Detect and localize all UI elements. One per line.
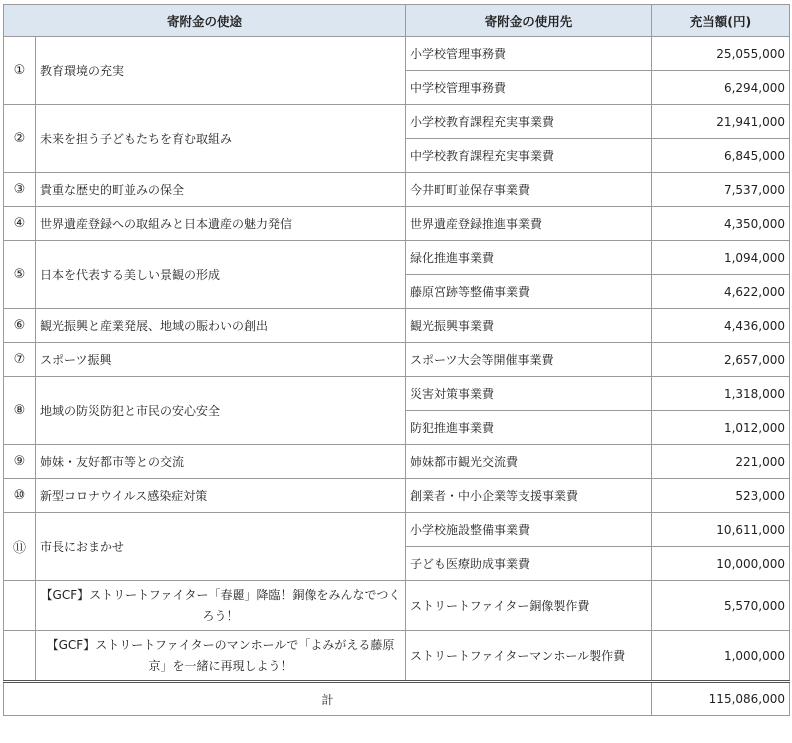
purpose-cell: スポーツ振興 — [36, 343, 406, 377]
use-cell: 中学校教育課程充実事業費 — [406, 139, 652, 173]
use-cell: 小学校施設整備事業費 — [406, 513, 652, 547]
table-row — [4, 207, 790, 241]
row-number: ① — [4, 37, 36, 105]
use-cell: 藤原宮跡等整備事業費 — [406, 275, 652, 309]
amount-cell: 21,941,000 — [652, 105, 790, 139]
table-row — [4, 173, 790, 207]
row-number: ② — [4, 105, 36, 173]
purpose-cell: 新型コロナウイルス感染症対策 — [36, 479, 406, 513]
amount-cell: 1,012,000 — [652, 411, 790, 445]
total-row — [4, 682, 790, 716]
table-row — [4, 37, 790, 71]
donation-table — [3, 4, 790, 716]
row-number: ③ — [4, 173, 36, 207]
use-cell: スポーツ大会等開催事業費 — [406, 343, 652, 377]
purpose-cell: 姉妹・友好都市等との交流 — [36, 445, 406, 479]
amount-cell: 4,350,000 — [652, 207, 790, 241]
amount-cell: 10,000,000 — [652, 547, 790, 581]
amount-cell: 25,055,000 — [652, 37, 790, 71]
total-amount: 115,086,000 — [652, 682, 790, 716]
use-cell: 創業者・中小企業等支援事業費 — [406, 479, 652, 513]
amount-cell: 6,845,000 — [652, 139, 790, 173]
table-row — [4, 445, 790, 479]
purpose-cell: 未来を担う子どもたちを育む取組み — [36, 105, 406, 173]
use-cell: 小学校教育課程充実事業費 — [406, 105, 652, 139]
table-row — [4, 105, 790, 139]
header-use: 寄附金の使用先 — [406, 5, 652, 37]
empty-cell — [4, 631, 36, 682]
use-cell: 世界遺産登録推進事業費 — [406, 207, 652, 241]
amount-cell: 1,318,000 — [652, 377, 790, 411]
use-cell: 観光振興事業費 — [406, 309, 652, 343]
use-cell: 災害対策事業費 — [406, 377, 652, 411]
header-row — [4, 5, 790, 37]
amount-cell: 221,000 — [652, 445, 790, 479]
row-number: ⑤ — [4, 241, 36, 309]
gcf-purpose-cell: 【GCF】ストリートファイター「春麗」降臨！銅像をみんなでつくろう！ — [36, 581, 406, 631]
use-cell: 緑化推進事業費 — [406, 241, 652, 275]
purpose-cell: 市長におまかせ — [36, 513, 406, 581]
use-cell: 防犯推進事業費 — [406, 411, 652, 445]
table-row — [4, 241, 790, 275]
table-row — [4, 343, 790, 377]
amount-cell: 6,294,000 — [652, 71, 790, 105]
purpose-cell: 日本を代表する美しい景観の形成 — [36, 241, 406, 309]
table-row — [4, 631, 790, 682]
header-amount: 充当額(円) — [652, 5, 790, 37]
use-cell: ストリートファイターマンホール製作費 — [406, 631, 652, 682]
use-cell: 姉妹都市観光交流費 — [406, 445, 652, 479]
purpose-cell: 世界遺産登録への取組みと日本遺産の魅力発信 — [36, 207, 406, 241]
amount-cell: 7,537,000 — [652, 173, 790, 207]
amount-cell: 10,611,000 — [652, 513, 790, 547]
use-cell: 子ども医療助成事業費 — [406, 547, 652, 581]
use-cell: 中学校管理事務費 — [406, 71, 652, 105]
gcf-purpose-cell: 【GCF】ストリートファイターのマンホールで「よみがえる藤原京」を一緒に再現しよう！ — [36, 631, 406, 682]
row-number: ④ — [4, 207, 36, 241]
total-label: 計 — [4, 682, 652, 716]
amount-cell: 4,622,000 — [652, 275, 790, 309]
purpose-cell: 貴重な歴史的町並みの保全 — [36, 173, 406, 207]
table-row — [4, 513, 790, 547]
table-row — [4, 377, 790, 411]
row-number: ⑧ — [4, 377, 36, 445]
amount-cell: 1,094,000 — [652, 241, 790, 275]
table-row — [4, 581, 790, 631]
amount-cell: 523,000 — [652, 479, 790, 513]
table-row — [4, 309, 790, 343]
amount-cell: 5,570,000 — [652, 581, 790, 631]
row-number: ⑩ — [4, 479, 36, 513]
amount-cell: 1,000,000 — [652, 631, 790, 682]
row-number: ⑥ — [4, 309, 36, 343]
table-row — [4, 479, 790, 513]
purpose-cell: 観光振興と産業発展、地域の賑わいの創出 — [36, 309, 406, 343]
amount-cell: 2,657,000 — [652, 343, 790, 377]
row-number: ⑪ — [4, 513, 36, 581]
use-cell: ストリートファイター銅像製作費 — [406, 581, 652, 631]
purpose-cell: 教育環境の充実 — [36, 37, 406, 105]
purpose-cell: 地域の防災防犯と市民の安心安全 — [36, 377, 406, 445]
use-cell: 小学校管理事務費 — [406, 37, 652, 71]
use-cell: 今井町町並保存事業費 — [406, 173, 652, 207]
row-number: ⑦ — [4, 343, 36, 377]
amount-cell: 4,436,000 — [652, 309, 790, 343]
header-purpose: 寄附金の使途 — [4, 5, 406, 37]
empty-cell — [4, 581, 36, 631]
row-number: ⑨ — [4, 445, 36, 479]
